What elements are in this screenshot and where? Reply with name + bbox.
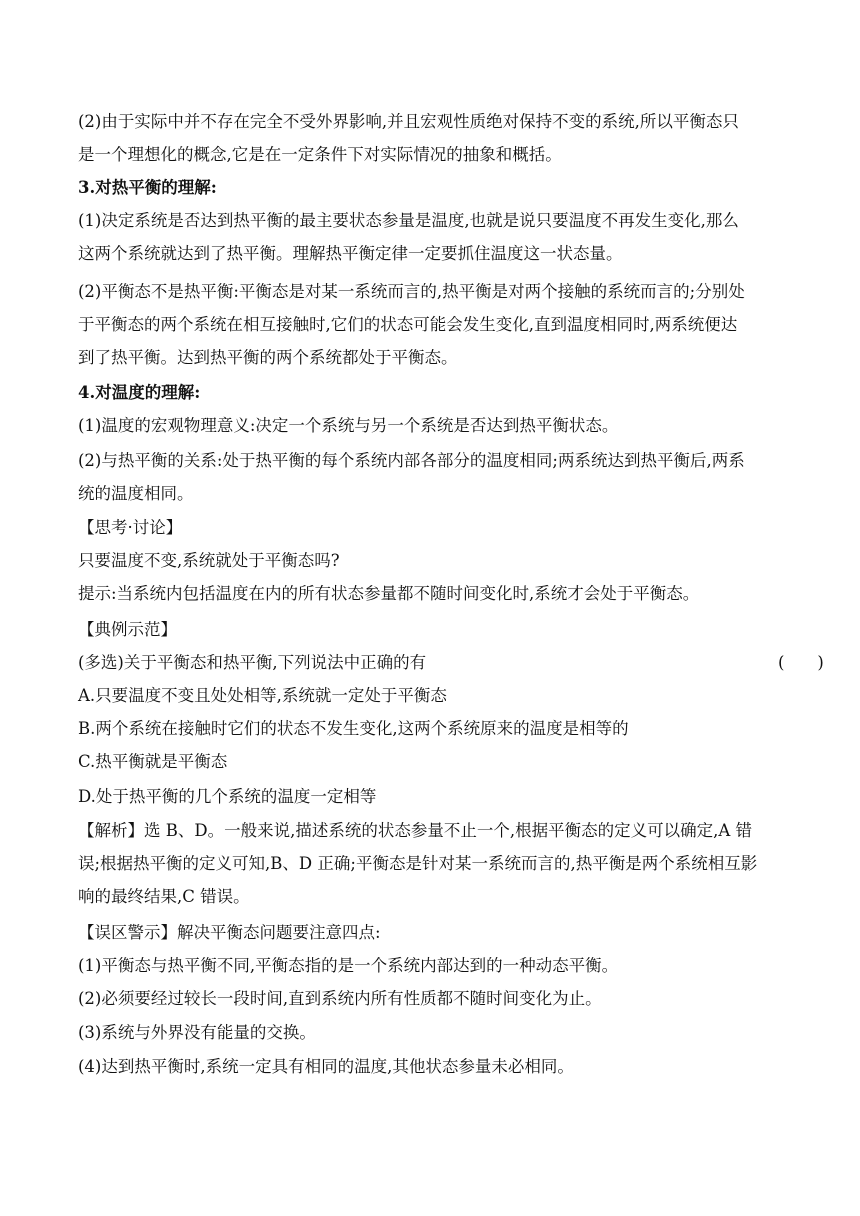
warning-point: (4)达到热平衡时,系统一定具有相同的温度,其他状态参量未必相同。 — [78, 1057, 574, 1076]
section-heading-4: 4.对温度的理解: — [78, 383, 201, 402]
option-a: A.只要温度不变且处处相等,系统就一定处于平衡态 — [78, 686, 447, 705]
text-line: 到了热平衡。达到热平衡的两个系统都处于平衡态。 — [78, 348, 458, 367]
warning-point: (2)必须要经过较长一段时间,直到系统内所有性质都不随时间变化为止。 — [78, 989, 602, 1008]
example-heading: 【典例示范】 — [78, 620, 177, 639]
text-line: 于平衡态的两个系统在相互接触时,它们的状态可能会发生变化,直到温度相同时,两系统便达 — [78, 315, 738, 334]
discussion-hint: 提示:当系统内包括温度在内的所有状态参量都不随时间变化时,系统才会处于平衡态。 — [78, 584, 700, 603]
text-line: (1)决定系统是否达到热平衡的最主要状态参量是温度,也就是说只要温度不再发生变化,那么 — [78, 211, 739, 230]
text-line: (2)与热平衡的关系:处于热平衡的每个系统内部各部分的温度相同;两系统达到热平衡后,两系 — [78, 451, 745, 470]
analysis-line: 响的最终结果,C 错误。 — [78, 887, 250, 906]
section-heading-3: 3.对热平衡的理解: — [78, 178, 217, 197]
text-line: 统的温度相同。 — [78, 484, 194, 503]
question-stem: (多选)关于平衡态和热平衡,下列说法中正确的有 — [78, 653, 427, 672]
text-line: 是一个理想化的概念,它是在一定条件下对实际情况的抽象和概括。 — [78, 145, 562, 164]
discussion-question: 只要温度不变,系统就处于平衡态吗? — [78, 551, 340, 570]
analysis-line: 误;根据热平衡的定义可知,B、D 正确;平衡态是针对某一系统而言的,热平衡是两个系统相互影 — [78, 854, 758, 873]
text-line: (2)由于实际中并不存在完全不受外界影响,并且宏观性质绝对保持不变的系统,所以平衡态只 — [78, 112, 739, 131]
option-b: B.两个系统在接触时它们的状态不发生变化,这两个系统原来的温度是相等的 — [78, 719, 629, 738]
warning-point: (1)平衡态与热平衡不同,平衡态指的是一个系统内部达到的一种动态平衡。 — [78, 956, 619, 975]
discussion-heading: 【思考·讨论】 — [78, 518, 183, 537]
answer-blank: ( ) — [778, 653, 824, 672]
text-line: (1)温度的宏观物理意义:决定一个系统与另一个系统是否达到热平衡状态。 — [78, 416, 619, 435]
text-line: 这两个系统就达到了热平衡。理解热平衡定律一定要抓住温度这一状态量。 — [78, 244, 623, 263]
option-c: C.热平衡就是平衡态 — [78, 752, 228, 771]
option-d: D.处于热平衡的几个系统的温度一定相等 — [78, 787, 377, 806]
text-line: (2)平衡态不是热平衡:平衡态是对某一系统而言的,热平衡是对两个接触的系统而言的;分别处 — [78, 282, 745, 301]
warning-point: (3)系统与外界没有能量的交换。 — [78, 1023, 316, 1042]
warning-heading: 【误区警示】解决平衡态问题要注意四点: — [78, 923, 381, 942]
analysis-line: 【解析】选 B、D。一般来说,描述系统的状态参量不止一个,根据平衡态的定义可以确定,A 错 — [78, 821, 752, 840]
